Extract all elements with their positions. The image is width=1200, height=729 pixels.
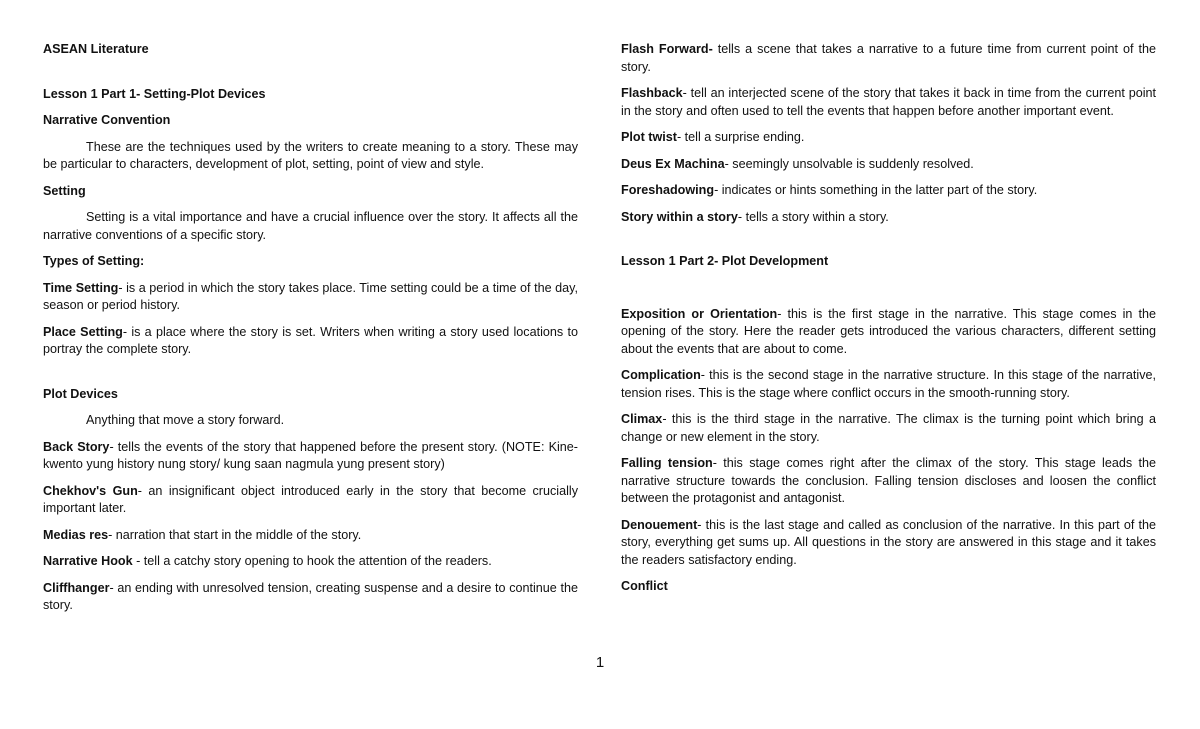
flashback-definition: - tell an interjected scene of the story that takes it back in time from the current point in the story and often used to tell the events that happen before another important event.	[621, 86, 1156, 118]
plot-twist-definition: - tell a surprise ending.	[676, 130, 805, 144]
flashback-term: Flashback	[621, 86, 683, 100]
narrative-hook-entry	[43, 553, 578, 571]
lesson-1-part-2-title: Lesson 1 Part 2- Plot Development	[621, 254, 829, 268]
time-setting-entry	[43, 280, 578, 315]
narrative-hook-definition: - tell a catchy story opening to hook the attention of the readers.	[132, 554, 492, 568]
place-setting-entry	[43, 324, 578, 359]
back-story-term: Back Story	[43, 439, 110, 454]
cliffhanger-definition: - an ending with unresolved tension, creating suspense and a desire to continue the story.	[43, 580, 578, 612]
types-of-setting-heading: Types of Setting:	[43, 254, 145, 268]
time-setting-definition: - is a period in which the story takes place. Time setting could be a time of the day, season or period history.	[43, 280, 578, 312]
document-title: ASEAN Literature	[43, 42, 149, 56]
plot-devices-paragraph: Anything that move a story forward.	[86, 413, 285, 427]
plot-twist-term: Plot twist	[621, 130, 677, 144]
time-setting-term: Time Setting	[43, 280, 119, 295]
complication-term: Complication	[621, 368, 701, 382]
chekhovs-gun-definition: - an insignificant object introduced early in the story that become crucially important later.	[43, 483, 578, 515]
complication-entry	[621, 367, 1156, 402]
narrative-convention-heading: Narrative Convention	[43, 113, 171, 127]
chekhovs-gun-term: Chekhov's Gun	[43, 483, 138, 498]
medias-res-entry	[43, 527, 578, 545]
climax-definition: - this is the third stage in the narrative. The climax is the turning point which bring a change or new element in the story.	[621, 412, 1156, 444]
foreshadowing-definition: - indicates or hints something in the latter part of the story.	[714, 183, 1038, 197]
place-setting-definition: - is a place where the story is set. Writers when writing a story used locations to portray the complete story.	[43, 324, 578, 356]
flash-forward-definition: tells a scene that takes a narrative to a future time from current point of the story.	[621, 42, 1156, 74]
plot-twist-entry	[621, 129, 1156, 147]
setting-heading: Setting	[43, 183, 86, 198]
setting-paragraph: Setting is a vital importance and have a crucial influence over the story. It affects all the narrative conventions of a specific story.	[43, 210, 578, 242]
story-within-a-story-term: Story within a story	[621, 209, 738, 224]
denouement-entry	[621, 517, 1156, 570]
foreshadowing-term: Foreshadowing	[621, 183, 715, 197]
back-story-definition: - tells the events of the story that happened before the present story. (NOTE: Kine-kwento yung history nung story/ kung saan nagmula yung present story)	[43, 439, 578, 471]
exposition-definition: - this is the first stage in the narrative. This stage comes in the opening of the story. Here the reader gets introduced the various characters, different setting about the events that are about to come.	[621, 306, 1156, 356]
climax-term: Climax	[621, 412, 663, 426]
plot-devices-heading: Plot Devices	[43, 386, 118, 401]
complication-definition: - this is the second stage in the narrative structure. In this stage of the narrative, tension rises. This is the stage where conflict occurs in the smooth-running story.	[621, 368, 1156, 400]
place-setting-term: Place Setting	[43, 324, 123, 339]
falling-tension-definition: - this stage comes right after the climax of the story. This stage leads the narrative structure towards the conclusion. Falling tension discloses and loosen the conflict between the protagonist and antagonist.	[621, 456, 1157, 505]
denouement-definition: - this is the last stage and called as conclusion of the narrative. In this part of the story, everything get sums up. All questions in the story are answered in this stage and it takes the readers satisfactory ending.	[621, 517, 1156, 567]
falling-tension-term: Falling tension	[621, 456, 713, 470]
deus-ex-machina-definition: - seemingly unsolvable is suddenly resolved.	[724, 156, 974, 171]
story-within-a-story-definition: - tells a story within a story.	[737, 209, 889, 224]
flash-forward-term: Flash Forward-	[621, 42, 713, 56]
cliffhanger-entry	[43, 580, 578, 615]
chekhovs-gun-entry	[43, 483, 578, 518]
flashback-entry	[621, 85, 1156, 120]
back-story-entry	[43, 439, 578, 474]
narrative-hook-term: Narrative Hook	[43, 554, 133, 568]
page-number: 1	[595, 654, 605, 671]
denouement-term: Denouement	[621, 517, 698, 532]
left-column	[43, 41, 578, 624]
exposition-entry	[621, 306, 1156, 359]
cliffhanger-term: Cliffhanger	[43, 580, 110, 595]
conflict-heading: Conflict	[621, 579, 668, 593]
foreshadowing-entry	[621, 182, 1156, 200]
climax-entry	[621, 411, 1156, 446]
flash-forward-entry	[621, 41, 1156, 76]
lesson-1-part-1-title: Lesson 1 Part 1- Setting-Plot Devices	[43, 86, 266, 101]
exposition-term: Exposition or Orientation	[621, 306, 778, 321]
falling-tension-entry	[621, 455, 1156, 508]
deus-ex-machina-entry	[621, 156, 1156, 174]
narrative-convention-paragraph: These are the techniques used by the writers to create meaning to a story. These may be particular to characters, development of plot, setting, point of view and style.	[43, 139, 578, 171]
medias-res-term: Medias res	[43, 527, 109, 542]
story-within-a-story-entry	[621, 209, 1156, 227]
medias-res-definition: - narration that start in the middle of the story.	[108, 527, 362, 542]
deus-ex-machina-term: Deus Ex Machina	[621, 156, 725, 171]
right-column	[621, 41, 1156, 605]
